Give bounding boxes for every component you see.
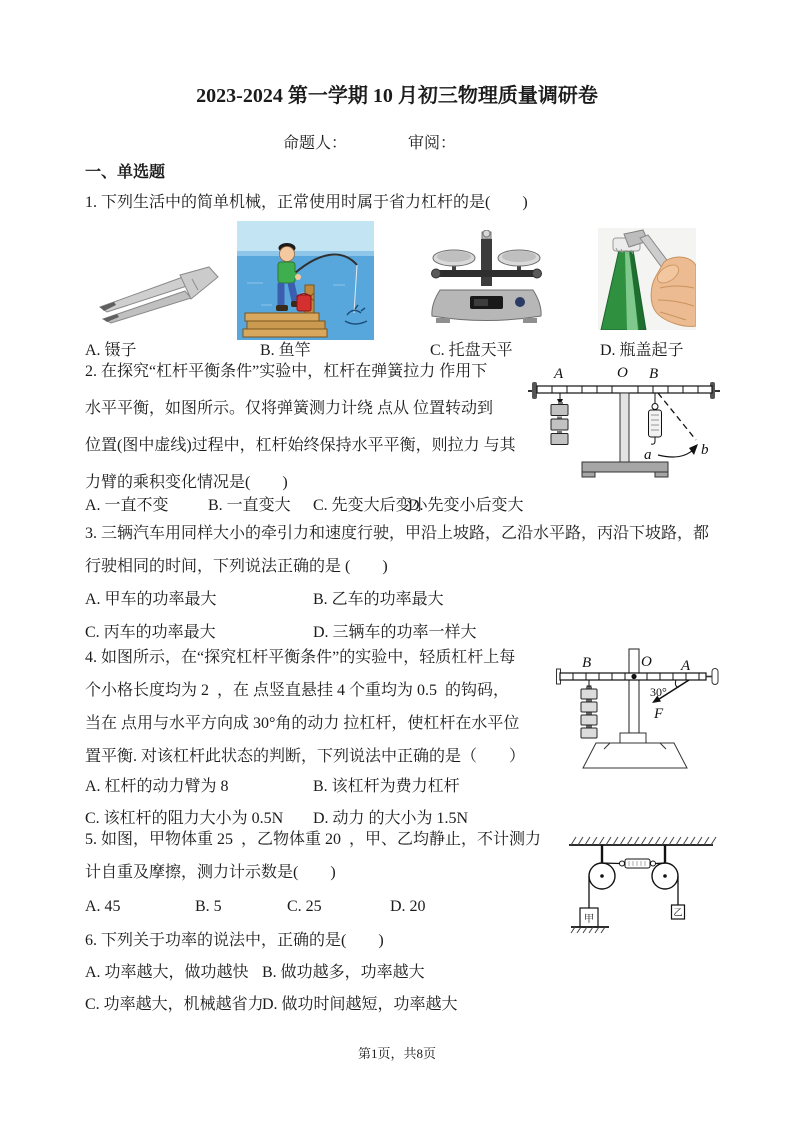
q2-line-1: 2. 在探究“杠杆平衡条件”实验中，杠杆在弹簧拉力 作用下: [85, 363, 488, 380]
q3-option-c: C. 丙车的功率最大: [85, 624, 216, 641]
q1-option-c: C. 托盘天平: [430, 342, 513, 359]
q4-line-1: 4. 如图所示，在“探究杠杆平衡条件”的实验中，轻质杠杆上每: [85, 649, 516, 666]
q6-option-d: D. 做功时间越短，功率越大: [262, 996, 458, 1013]
q4-label-point-a: A: [681, 658, 691, 674]
weight: [551, 405, 568, 416]
q5-label-jia: 甲: [584, 914, 594, 925]
q6-text: 6. 下列关于功率的说法中，正确的是( ): [85, 932, 384, 949]
pivot-point: [631, 674, 636, 679]
bucket: [297, 295, 311, 311]
q4-option-d: D. 动力 的大小为 1.5N: [313, 810, 469, 827]
q4-label-point-o: O: [641, 654, 652, 670]
q2-label-pos-a: a: [644, 447, 652, 463]
proposer-label: 命题人：: [283, 135, 348, 152]
q5-line-2: 计自重及摩擦，测力计示数是( ): [85, 864, 336, 881]
q2-line-4: 力臂的乘积变化情况是( ): [85, 474, 288, 491]
bottle-opener-image: [598, 228, 696, 330]
q2-option-a: A. 一直不变: [85, 497, 169, 514]
stand-plinth: [620, 733, 646, 743]
q5-label-yi: 乙: [673, 907, 683, 918]
q2-label-pos-b: b: [701, 442, 709, 458]
q3-line-1: 3. 三辆汽车用同样大小的牵引力和速度行驶，甲沿上坡路，乙沿水平路，丙沿下坡路，都: [85, 525, 710, 542]
q5-option-c: C. 25: [287, 898, 322, 915]
stand-column: [629, 649, 639, 733]
q2-option-c: C. 先变大后变小: [313, 497, 428, 514]
stand-base: [583, 743, 687, 768]
q2-option-b: B. 一直变大: [208, 497, 291, 514]
q4-label-angle: 30°: [650, 685, 667, 699]
section-heading: 一、单选题: [85, 164, 166, 181]
q3-option-b: B. 乙车的功率最大: [313, 591, 444, 608]
q4-option-b: B. 该杠杆为费力杠杆: [313, 778, 460, 795]
q2-line-2: 水平平衡，如图所示。仅将弹簧测力计绕 点从 位置转动到: [85, 400, 494, 417]
fishing-cartoon-image: [237, 221, 374, 340]
q5-pulley-diagram: [563, 832, 727, 972]
weight: [551, 419, 568, 430]
q2-label-point-b: B: [649, 366, 659, 382]
q6-option-c: C. 功率越大，机械越省力: [85, 996, 264, 1013]
q2-label-point-a: A: [554, 366, 564, 382]
q2-option-d: D. 先变小后变大: [408, 497, 524, 514]
q5-option-d: D. 20: [390, 898, 426, 915]
pan-balance-image: [428, 230, 546, 324]
rotated-position-dashed-line: [658, 393, 696, 440]
spring-scale: [649, 410, 662, 437]
q3-option-d: D. 三辆车的功率一样大: [313, 624, 477, 641]
reviewer-label: 审阅：: [408, 135, 457, 152]
q1-option-a: A. 镊子: [85, 342, 137, 359]
q4-option-a: A. 杠杆的动力臂为 8: [85, 778, 229, 795]
q2-label-point-o: O: [617, 365, 628, 381]
weight: [581, 728, 597, 738]
weight: [581, 689, 597, 699]
q4-option-c: C. 该杠杆的阻力大小为 0.5N: [85, 810, 284, 827]
q3-option-a: A. 甲车的功率最大: [85, 591, 217, 608]
stand-column: [620, 393, 629, 462]
rotation-arrowhead: [689, 444, 698, 455]
person-head: [280, 247, 295, 262]
q2-line-3: 位置(图中虚线)过程中，杠杆始终保持水平平衡，则拉力 与其: [85, 437, 516, 454]
q2-lever-diagram: [528, 362, 720, 482]
q6-option-b: B. 做功越多，功率越大: [262, 964, 425, 981]
q1-text: 1. 下列生活中的简单机械，正常使用时属于省力杠杆的是( ): [85, 194, 528, 211]
q6-option-a: A. 功率越大，做功越快: [85, 964, 249, 981]
lever-bar: [537, 386, 712, 393]
q5-option-a: A. 45: [85, 898, 121, 915]
q4-line-4: 置平衡. 对该杠杆此状态的判断，下列说法中正确的是（ ）: [85, 748, 526, 765]
q3-line-2: 行驶相同的时间，下列说法正确的是 ( ): [85, 558, 388, 575]
page-footer: 第1页，共8页: [357, 1046, 436, 1061]
weight: [551, 434, 568, 445]
weight: [581, 702, 597, 712]
q4-label-point-b: B: [582, 655, 592, 671]
q4-line-2: 个小格长度均为 2 ，在 点竖直悬挂 4 个重均为 0.5 的钩码，: [85, 682, 510, 699]
tweezers-image: [95, 262, 223, 326]
q4-label-force: F: [654, 706, 664, 722]
page-title: 2023-2024 第一学期 10 月初三物理质量调研卷: [196, 85, 598, 107]
q4-line-3: 当在 点用与水平方向成 30°角的动力 拉杠杆，使杠杆在水平位: [85, 715, 520, 732]
q5-option-b: B. 5: [195, 898, 222, 915]
q5-line-1: 5. 如图，甲物体重 25 ，乙物体重 20 ，甲、乙均静止，不计测力: [85, 831, 542, 848]
q1-option-b: B. 鱼竿: [260, 342, 311, 359]
q4-lever-diagram: [556, 645, 738, 779]
weight: [581, 715, 597, 725]
stand-base: [582, 462, 668, 472]
q1-option-d: D. 瓶盖起子: [600, 342, 684, 359]
